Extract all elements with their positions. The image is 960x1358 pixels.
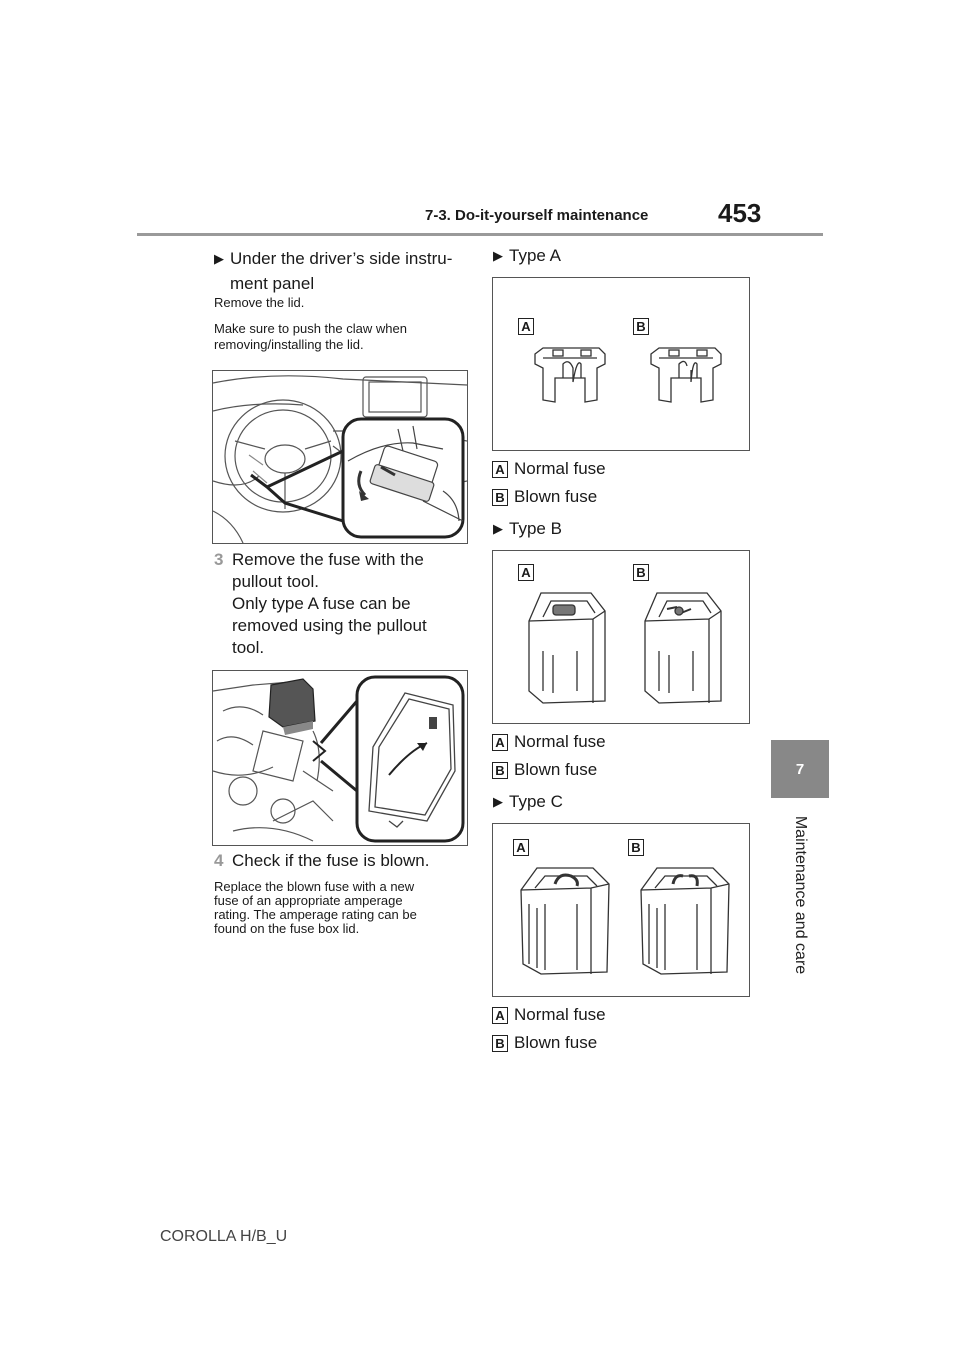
note-claw-line-1: Make sure to push the claw when xyxy=(214,321,407,336)
label-b-tag: B xyxy=(492,489,508,506)
label-b-tag: B xyxy=(492,762,508,779)
header-divider xyxy=(137,233,823,236)
step-3-number: 3 xyxy=(214,550,224,569)
type-c-figure xyxy=(492,823,750,997)
legend-blown xyxy=(492,760,597,780)
model-footer: COROLLA H/B_U xyxy=(160,1228,288,1245)
bullet-line-2: ment panel xyxy=(230,274,315,293)
step-3-line: pullout tool. xyxy=(232,572,319,591)
step-3-line: removed using the pullout xyxy=(232,616,427,635)
legend-text: Normal fuse xyxy=(514,732,606,751)
type-c-fuses xyxy=(493,824,749,996)
note-line: found on the fuse box lid. xyxy=(214,921,360,936)
page-number: 453 xyxy=(718,198,762,228)
step-4-text: Check if the fuse is blown. xyxy=(232,851,430,870)
triangle-bullet-icon: ▶ xyxy=(493,521,503,536)
engine-fuse-box-illustration xyxy=(212,670,468,846)
type-b-heading xyxy=(493,516,562,541)
label-b-tag: B xyxy=(628,839,644,856)
legend-blown xyxy=(492,487,597,507)
legend-text: Blown fuse xyxy=(514,1033,598,1052)
dashboard-drawing xyxy=(213,371,467,543)
note-line: Replace the blown fuse with a new xyxy=(214,879,415,894)
label-b-tag: B xyxy=(633,318,649,335)
legend-text: Normal fuse xyxy=(514,1005,606,1024)
engine-drawing xyxy=(213,671,467,845)
legend-normal xyxy=(492,459,606,479)
legend-text: Normal fuse xyxy=(514,459,606,478)
triangle-bullet-icon: ▶ xyxy=(493,794,503,809)
legend-normal xyxy=(492,1005,606,1025)
note-claw-line-2: removing/installing the lid. xyxy=(214,337,364,352)
label-a-tag: A xyxy=(492,734,508,751)
type-title: Type B xyxy=(509,519,562,538)
label-a-tag: A xyxy=(492,461,508,478)
type-b-figure xyxy=(492,550,750,724)
bullet-line-1: Under the driver’s side instru- xyxy=(230,249,453,268)
type-a-figure xyxy=(492,277,750,451)
dashboard-illustration xyxy=(212,370,468,544)
label-a-tag: A xyxy=(492,1007,508,1024)
legend-blown xyxy=(492,1033,597,1053)
legend-normal xyxy=(492,732,606,752)
location-bullet xyxy=(214,246,474,296)
note-claw xyxy=(214,321,407,353)
legend-text: Blown fuse xyxy=(514,487,598,506)
step-3-line: Only type A fuse can be xyxy=(232,594,411,613)
note-replace-fuse xyxy=(214,880,417,936)
step-3-line: tool. xyxy=(232,638,265,657)
type-a-fuses xyxy=(493,278,749,450)
legend-text: Blown fuse xyxy=(514,760,598,779)
type-c-heading xyxy=(493,789,563,814)
step-4 xyxy=(214,850,474,872)
type-title: Type C xyxy=(509,792,563,811)
label-a-tag: A xyxy=(518,564,534,581)
note-line: fuse of an appropriate amperage xyxy=(214,893,403,908)
label-a-tag: A xyxy=(513,839,529,856)
type-b-fuses xyxy=(493,551,749,723)
chapter-number: 7 xyxy=(795,760,805,778)
triangle-bullet-icon: ▶ xyxy=(214,251,224,266)
triangle-bullet-icon: ▶ xyxy=(493,248,503,263)
label-b-tag: B xyxy=(492,1035,508,1052)
label-a-tag: A xyxy=(518,318,534,335)
note-line: rating. The amperage rating can be xyxy=(214,907,417,922)
note-remove-lid: Remove the lid. xyxy=(214,295,305,310)
type-title: Type A xyxy=(509,246,561,265)
chapter-title: Maintenance and care xyxy=(792,815,809,975)
chapter-tab xyxy=(771,740,829,798)
step-4-number: 4 xyxy=(214,851,224,870)
step-3-line: Remove the fuse with the xyxy=(232,550,424,569)
type-a-heading xyxy=(493,243,561,268)
label-b-tag: B xyxy=(633,564,649,581)
step-3 xyxy=(214,549,474,659)
section-title: 7-3. Do-it-yourself maintenance xyxy=(425,207,649,224)
